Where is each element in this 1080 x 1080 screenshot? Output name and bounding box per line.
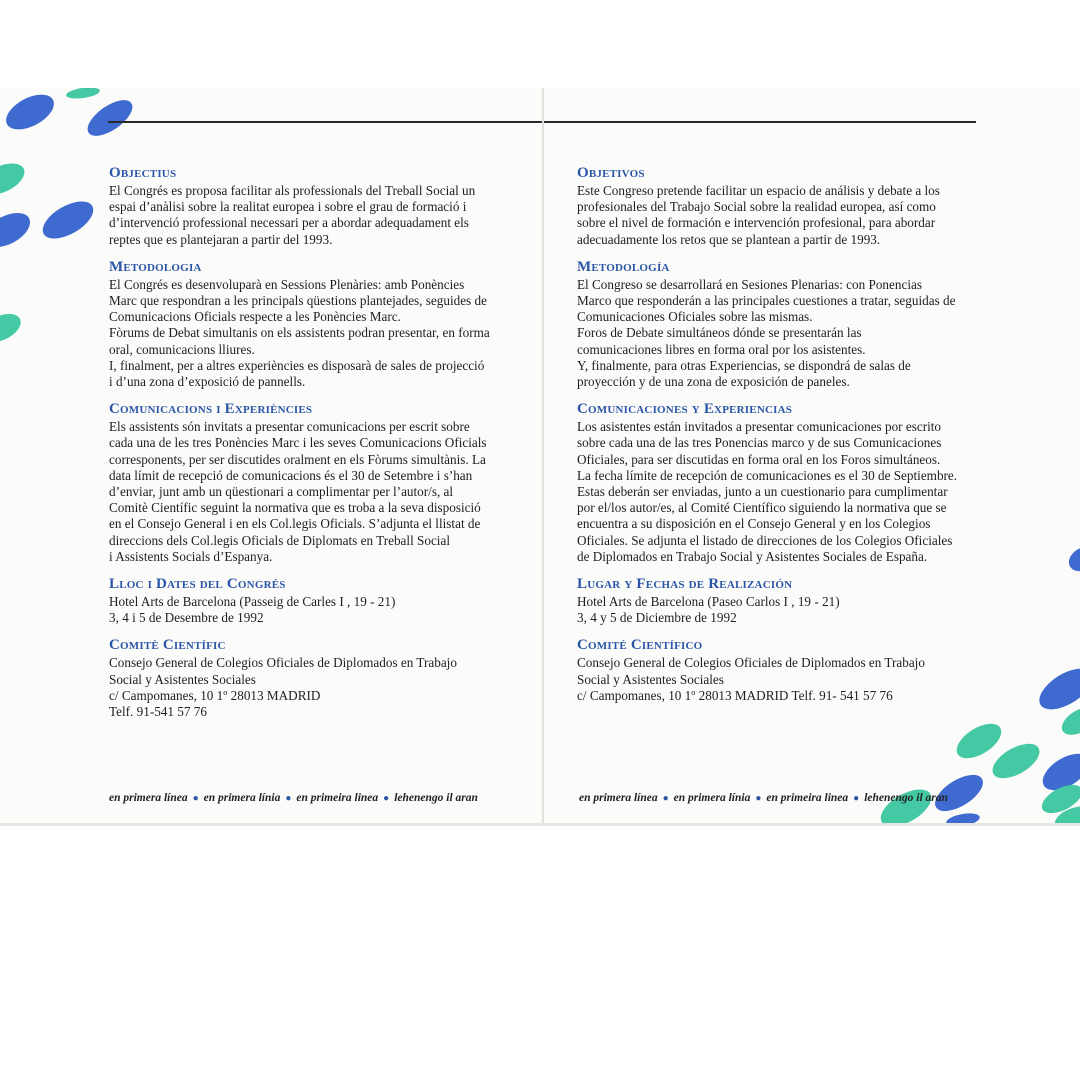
section-comite-es — [577, 636, 987, 704]
page-fold — [542, 88, 544, 826]
footer-phrase: en primera línia — [203, 792, 281, 804]
footer-phrase: en primera línia — [673, 792, 751, 804]
top-rule-left — [108, 121, 542, 123]
section-heading: Metodología — [577, 258, 670, 275]
top-rule-right — [544, 121, 976, 123]
section-objetivos — [577, 164, 987, 248]
section-body: Hotel Arts de Barcelona (Paseo Carlos I , 19 - 21) 3, 4 y 5 de Diciembre de 1992 — [577, 594, 840, 626]
section-heading: Comunicacions i Experiències — [109, 401, 313, 418]
section-body: Este Congreso pretende facilitar un espacio de análisis y debate a los profesionales del Trabajo Social sobre la realidad europea, así como sobre el nivel de formación e intervención profesional, para abordar adecuadamente los retos que se plantean a partir de 1993. — [577, 183, 940, 247]
decor-dot — [0, 88, 59, 137]
section-heading: Lloc i Dates del Congrés — [109, 576, 286, 593]
footer-phrase: en primeira linea — [296, 792, 379, 804]
right-page-column — [577, 164, 987, 714]
decor-dot — [0, 157, 29, 201]
footer-phrase: en primera línea — [109, 792, 188, 804]
decor-dot — [82, 93, 138, 142]
section-metodologia — [109, 258, 521, 390]
section-body: Els assistents són invitats a presentar comunicacions per escrit sobre cada una de les tres Ponències Marc i les seves Comunicacions Oficials corresponents, per ser discutides oralment en els Fòrums simultànis. La data límit de recepció de comunicacions és el 30 de Setembre i s’han d’enviar, junt amb un qüestionari a complimentar per l’autor/s, al Comitè Científic seguint la normativa que es troba a la seva disposició en el Consejo General i en els Col.legis Oficials. S’adjunta el llistat de direccions dels Col.legis Oficials de Diplomats en Treball Social i Assistents Socials d’Espanya. — [109, 419, 487, 564]
bullet-icon: ● — [285, 793, 292, 804]
section-heading: Comunicaciones y Experiencias — [577, 401, 793, 418]
section-lugar-fechas — [577, 575, 987, 626]
section-body: Los asistentes están invitados a presentar comunicaciones por escrito sobre cada una de las tres Ponencias marco y de sus Comunicaciones Oficiales, para ser discutidas en forma oral en los Foros simultáneos. La fecha límite de recepción de comunicaciones es el 30 de Septiembre. Estas deberán ser enviadas, junto a un cuestionario para cumplimentar por el/los autor/es, al Comité Científico siguiendo la normativa que se encuentra a su disposición en el Consejo General y en los Colegios Oficiales. Se adjunta el listado de direcciones de los Colegios Oficiales de Diplomados en Trabajo Social y Asistentes Sociales de España. — [577, 419, 958, 564]
footer-phrase: en primera línea — [579, 792, 658, 804]
decor-dot — [1033, 660, 1080, 717]
footer-tagline-right — [579, 792, 948, 804]
section-heading: Objetivos — [577, 165, 645, 181]
section-body: Hotel Arts de Barcelona (Passeig de Carles I , 19 - 21) 3, 4 i 5 de Desembre de 1992 — [109, 594, 396, 626]
footer-phrase: lehenengo il aran — [864, 792, 948, 804]
section-objectius — [109, 164, 521, 248]
bullet-icon: ● — [853, 793, 860, 804]
section-heading: Metodologia — [109, 258, 202, 275]
section-metodologia-es — [577, 258, 987, 390]
footer-tagline-left — [109, 792, 478, 804]
section-heading: Lugar y Fechas de Realización — [577, 576, 793, 593]
bullet-icon: ● — [383, 793, 390, 804]
footer-phrase: lehenengo il aran — [394, 792, 478, 804]
decor-dot — [37, 194, 99, 246]
section-body: El Congreso se desarrollará en Sesiones Plenarias: con Ponencias Marco que responderán a las principales cuestiones a tratar, seguidas de Comunicaciones Oficiales sobre las mismas. Foros de Debate simultáneos dónde se presentarán las comunicaciones libres en forma oral por los asistentes. Y, finalmente, para otras Experiencias, se dispondrá de salas de proyección y de una zona de exposición de paneles. — [577, 276, 956, 390]
section-heading: Comitè Científic — [109, 637, 226, 654]
decor-dot — [65, 88, 100, 100]
section-lloc-dates — [109, 575, 521, 626]
brochure-spread — [0, 88, 1080, 826]
section-body: Consejo General de Colegios Oficiales de Diplomados en Trabajo Social y Asistentes Sociales c/ Campomanes, 10 1º 28013 MADRID Telf. 91- 541 57 76 — [577, 655, 925, 703]
section-body: El Congrés es desenvoluparà en Sessions Plenàries: amb Ponències Marc que respondran a les principals qüestions plantejades, seguides de Comunicacions Oficials respecte a les Ponències Marc. Fòrums de Debat simultanis on els assistents podran presentar, en forma oral, comunicacions lliures. I, finalment, per a altres experiències es disposarà de sales de projecció i d’una zona d’exposició de pannells. — [109, 276, 490, 390]
section-comunicaciones — [577, 400, 987, 565]
bullet-icon: ● — [192, 793, 199, 804]
decor-dot — [1065, 542, 1080, 576]
decor-dot — [0, 206, 36, 254]
left-page-column — [109, 164, 521, 730]
bullet-icon: ● — [662, 793, 669, 804]
footer-phrase: en primeira linea — [766, 792, 849, 804]
bullet-icon: ● — [755, 793, 762, 804]
section-heading: Objectius — [109, 165, 177, 181]
section-comunicacions — [109, 400, 521, 565]
section-heading: Comité Científico — [577, 637, 703, 654]
decor-dot — [0, 308, 25, 348]
section-body: Consejo General de Colegios Oficiales de Diplomados en Trabajo Social y Asistentes Sociales c/ Campomanes, 10 1º 28013 MADRID Telf. 91-541 57 76 — [109, 655, 457, 720]
page-edge — [0, 823, 1080, 826]
section-comite — [109, 636, 521, 720]
section-body: El Congrés es proposa facilitar als professionals del Treball Social un espai d’anàlisi sobre la realitat europea i sobre el grau de formació i d’intervenció professional necessari per a abordar adequadament els reptes que es plantejaran a partir del 1993. — [109, 183, 476, 247]
